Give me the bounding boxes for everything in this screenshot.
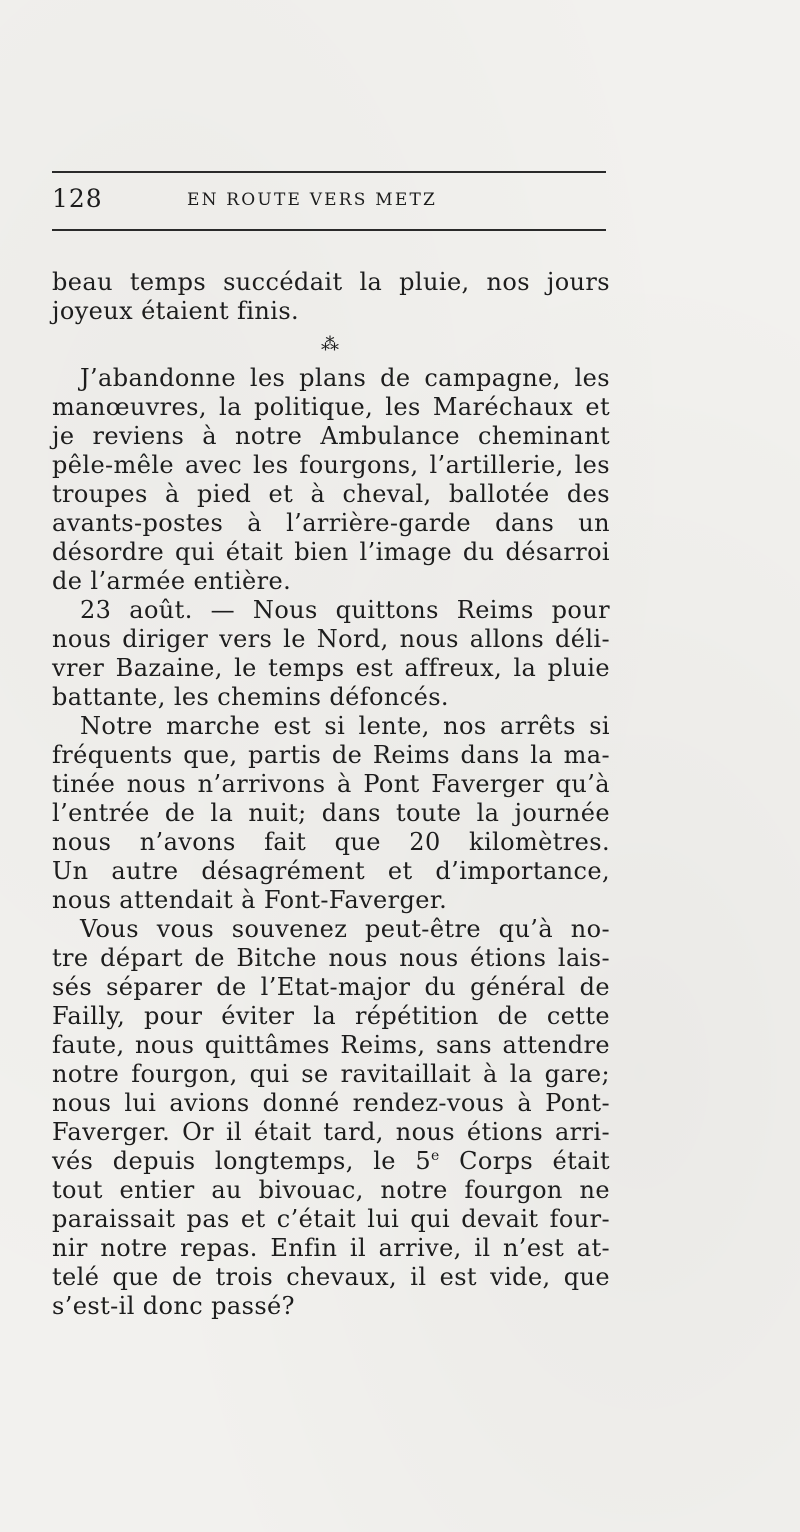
text-line: nous lui avions donné rendez-vous à Pont- [52, 1089, 610, 1117]
text-line: Failly, pour éviter la répétition de cette [52, 1002, 610, 1030]
text-line: avants-postes à l’arrière-garde dans un [52, 509, 610, 537]
text-line: Vous vous souvenez peut-être qu’à no- [80, 915, 610, 943]
text-line: nous attendait à Font-Faverger. [52, 886, 448, 914]
header-rule-bottom [52, 229, 606, 231]
page-header [52, 184, 606, 220]
text-line: Faverger. Or il était tard, nous étions arri- [52, 1118, 610, 1146]
text-line: Notre marche est si lente, nos arrêts si [80, 712, 610, 740]
text-line: Un autre désagrément et d’importance, [52, 857, 610, 885]
text-line: tinée nous n’arrivons à Pont Faverger qu’à [52, 770, 610, 798]
text-line: notre fourgon, qui se ravitaillait à la gare; [52, 1060, 610, 1088]
running-title: EN ROUTE VERS METZ [187, 190, 438, 210]
text-line: 23 août. — Nous quittons Reims pour [80, 596, 610, 624]
text-line: désordre qui était bien l’image du désarroi [52, 538, 610, 566]
text-line: l’entrée de la nuit; dans toute la journée [52, 799, 610, 827]
body-text [52, 268, 610, 1321]
text-line: beau temps succédait la pluie, nos jours [52, 268, 610, 296]
page-number: 128 [52, 184, 103, 213]
text-line: joyeux étaient finis. [52, 297, 300, 325]
text-line: s’est-il donc passé? [52, 1292, 295, 1320]
section-separator: ⁂ [321, 334, 341, 355]
text-line: battante, les chemins défoncés. [52, 683, 449, 711]
text-line: vés depuis longtemps, le 5e Corps était [52, 1147, 610, 1175]
text-line: tout entier au bivouac, notre fourgon ne [52, 1176, 610, 1204]
text-line: de l’armée entière. [52, 567, 292, 595]
text-line: vrer Bazaine, le temps est affreux, la pluie [52, 654, 610, 682]
text-line: J’abandonne les plans de campagne, les [80, 364, 610, 392]
text-line: paraissait pas et c’était lui qui devait four- [52, 1205, 610, 1233]
text-line: fréquents que, partis de Reims dans la ma- [52, 741, 610, 769]
text-line: sés séparer de l’Etat-major du général de [52, 973, 610, 1001]
text-line: nir notre repas. Enfin il arrive, il n’est at- [52, 1234, 610, 1262]
text-line: faute, nous quittâmes Reims, sans attendre [52, 1031, 610, 1059]
text-line: tre départ de Bitche nous nous étions lais- [52, 944, 610, 972]
text-line: nous diriger vers le Nord, nous allons déli- [52, 625, 610, 653]
header-rule-top [52, 171, 606, 173]
text-line: nous n’avons fait que 20 kilomètres. [52, 828, 610, 856]
text-line: telé que de trois chevaux, il est vide, que [52, 1263, 610, 1291]
text-line: manœuvres, la politique, les Maréchaux et [52, 393, 610, 421]
text-line: je reviens à notre Ambulance cheminant [52, 422, 610, 450]
text-line: troupes à pied et à cheval, ballotée des [52, 480, 610, 508]
text-line: pêle-mêle avec les fourgons, l’artillerie, les [52, 451, 610, 479]
